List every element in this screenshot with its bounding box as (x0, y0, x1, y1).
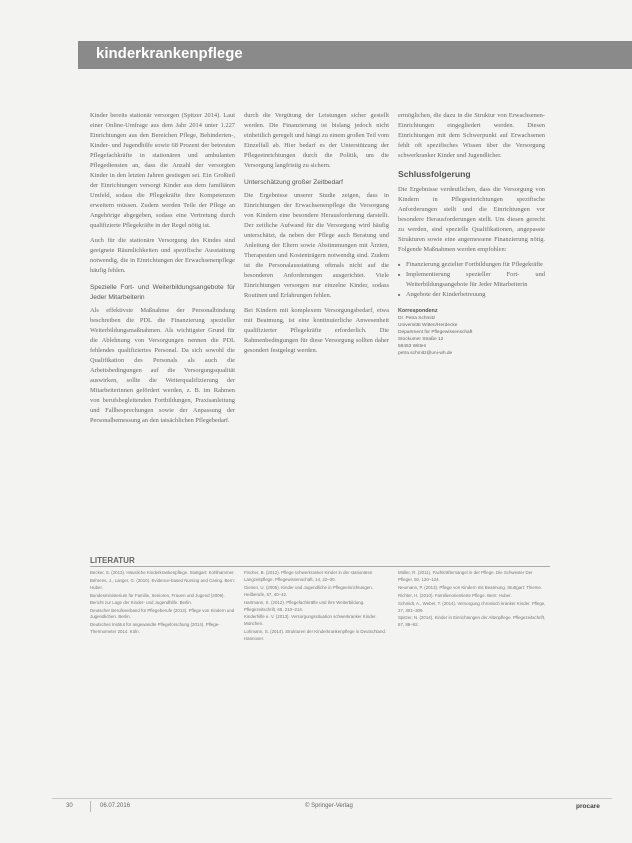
reference-entry: Neumann, P. (2013). Pflege von Kindern mit Beatmung. Stuttgart: Thieme. (398, 584, 543, 590)
contact-line: Dr. Petra Schmitz (398, 316, 436, 321)
paragraph: Die Ergebnisse unserer Studie zeigen, dass in Einrichtungen der Erwachsenenpflege die Versorgung von Kindern eine besondere Herausforderung darstellt. Der zeitliche Aufwand für die Versorgung wird häufig unterschätzt, da neben der Pflege auch Beratung und Anleitung der Eltern sowie Abstimmungen mit Ärzten, Therapeuten und Kostenträgern notwendig sind. Zudem ist die Personalausstattung oftmals nicht auf die besonderen Anforderungen ausgerichtet. Viele Einrichtungen versorgen nur einzelne Kinder, sodass Routinen und Erfahrungen fehlen. (244, 192, 389, 299)
paragraph: Kinder bereits stationär versorgen (Spitzer 2014). Laut einer Online-Umfrage aus dem Jahr 2014 unter 1.227 Einrichtungen aus den Bereichen Pflege, Behinderten-, Kinder- und Jugendhilfe sowie 68 Prozent der betreuten Pflegefachkräfte in stationären und ambulanten Pflegediensten an, dass die Anzahl der versorgten Kinder in den letzten Jahren gestiegen sei. Ein Großteil der Einrichtungen versorgt Kinder aus dem familiären Umfeld, sodass die Pflegekräfte ihre Kompetenzen erweitern müssen. Zudem werden Teile der Pflege an Angehörige abgegeben, sodass eine Vertretung durch qualifizierte Pflegekräfte in der Regel nötig ist. (90, 112, 235, 229)
reference-entry: Richter, H. (2010). Familienorientierte Pflege. Bern: Huber. (398, 592, 512, 598)
subheading: Unterschätzung großer Zeitbedarf (244, 179, 343, 186)
reference-entry: Bundesministerium für Familie, Senioren, Frauen und Jugend (2009). Bericht zur Lage der Kinder- und Jugendhilfe. Berlin. (90, 592, 225, 605)
reference-entry: Fischer, B. (2012). Pflege schwerkranker Kinder in der stationären Langzeitpflege. Pflegewissenschaft, 14, 22–30. (244, 570, 373, 582)
journal-brand: procare (576, 803, 600, 810)
bullet-item: ■ Finanzierung gezielter Fortbildungen für Pflegekräfte (406, 260, 545, 270)
text-column-1 (90, 111, 235, 431)
paragraph: durch die Vergütung der Leistungen sicher gestellt werden. Die Finanzierung ist bislang jedoch nicht einheitlich geregelt und hängt zu einem großen Teil vom Einzelfall ab. Hier bedarf es der Unterstützung der Pflegeeinrichtungen durch die Politik, um die Versorgung langfristig zu sichern. (244, 112, 389, 169)
contact-box (398, 308, 545, 357)
contact-line: Universität Witten/Herdecke (398, 323, 458, 328)
contact-line: Department für Pflegewissenschaft (398, 330, 473, 335)
paragraph: Die Ergebnisse verdeutlichen, dass die Versorgung von Kindern in Pflegeeinrichtungen spezifische Anforderungen stellt und die Einrichtungen vor besondere Herausforderungen stellt. Um diesen gerecht zu werden, sind spezielle Qualifikationen, angepasste Strukturen sowie eine angemessene Finanzierung nötig. Folgende Maßnahmen werden empfohlen: (398, 186, 545, 253)
subheading: Spezielle Fort- und Weiterbildungsangebote für Jeder Mitarbeiterin (90, 284, 235, 301)
contact-title: Korrespondenz (398, 308, 438, 314)
contact-line: petra.schmitz@uni-wh.de (398, 351, 453, 356)
page-footer (52, 798, 612, 813)
reference-entry: Becker, S. (2013). Häusliche Kinderkrankenpflege. Stuttgart: Kohlhammer. (90, 570, 235, 575)
reference-entry: Hartmann, K. (2012). Pflegefachkräfte und ihre Weiterbildung. Pflegezeitschrift, 65, 210–214. (244, 599, 365, 612)
section-heading: Schlussfolgerung (398, 169, 471, 179)
publisher: © Springer-Verlag (305, 803, 353, 809)
section-banner (78, 41, 632, 69)
literature-column-2 (244, 570, 390, 644)
paragraph: Auch für die stationäre Versorgung des Kindes sind geeignete Räumlichkeiten und spezifische Ausstattung notwendig, die in Einrichtungen der Erwachsenenpflege häufig fehlen. (90, 237, 235, 274)
paragraph: Als effektivste Maßnahme der Personalbindung beschreiben die PDL die Finanzierung spezieller Weiterbildungsmaßnahmen. Als wichtigster Grund für die Ablehnung von Versorgungen nennen die PDL fehlendes qualifiziertes Personal. Da sich sowohl die Qualifikation des Personals als auch die Arbeitsbedingungen auf die Versorgungsqualität auswirken, sollte die Weiterqualifizierung der Mitarbeiterinnen gefördert werden, z. B. im Rahmen von berufsbegleitenden Fortbildungen, Praxisanleitung und Fallbesprechungen sowie der Anpassung der Personalbemessung an den tatsächlichen Pflegebedarf. (90, 307, 235, 424)
reference-entry: Kinderhilfe e. V. (2013). Versorgungssituation schwerkranker Kinder. München. (244, 614, 377, 627)
literature-heading: LITERATUR (90, 556, 550, 567)
page-number: 30 (66, 803, 73, 809)
paragraph: ermöglichen, die dazu in die Struktur von Erwachsenen-Einrichtungen eingegliedert werden. Diesen Einrichtungen mit dem Schwerpunkt auf Erwachsenen fehlt oft spezifisches Wissen über die Versorgung schwerkranker Kinder und Jugendlicher. (398, 112, 545, 159)
issue-date: 06.07.2016 (100, 803, 131, 809)
text-column-2 (244, 111, 389, 361)
contact-line: 58453 Witten (398, 344, 427, 349)
section-title: kinderkrankenpflege (96, 45, 243, 62)
reference-entry: Giesen, U. (2005). Kinder und Jugendliche in Pflegeeinrichtungen. Heilberufe, 57, 40–42. (244, 584, 373, 597)
reference-entry: Deutscher Berufsverband für Pflegeberufe (2013). Pflege von Kindern und Jugendlichen. Berlin. (90, 607, 235, 620)
reference-entry: Müller, R. (2011). Fachkräftemangel in der Pflege. Die Schwester Der Pfleger, 50, 120–124. (398, 570, 533, 582)
reference-entry: Behrens, J., Langer, G. (2010). Evidence-based Nursing and Caring. Bern: Huber. (90, 577, 235, 590)
contact-line: Stockumer Straße 12 (398, 337, 444, 342)
paragraph: Bei Kindern mit komplexem Versorgungsbedarf, etwa mit Beatmung, ist eine kontinuierliche Anwesenheit qualifizierter Pflegekräfte erforderlich. Die Rahmenbedingungen für diese Versorgung sollten daher gesondert festgelegt werden. (244, 307, 389, 354)
bullet-item: ■ Implementierung spezieller Fort- und Weiterbildungsangebote für Jeder Mitarbeiterin (406, 270, 545, 290)
literature-column-3 (398, 570, 546, 630)
footer-divider (90, 801, 91, 812)
bullet-item: ■ Angebote der Kinderbetreuung (406, 290, 545, 300)
bullet-list (398, 260, 545, 300)
literature-column-1 (90, 570, 238, 637)
text-column-3 (398, 111, 545, 357)
reference-entry: Spitzer, N. (2014). Kinder in Einrichtungen der Altenpflege. Pflegezeitschrift, 67, 88–92. (398, 615, 546, 628)
reference-entry: Schmidt, A., Weber, T. (2014). Versorgung chronisch kranker Kinder. Pflege, 27, 301–309. (398, 600, 546, 613)
reference-entry: Lohmann, S. (2014). Strukturen der Kinderkrankenpflege in Deutschland. Hannover. (244, 629, 387, 642)
reference-entry: Deutsches Institut für angewandte Pflegeforschung (2014). Pflege-Thermometer 2014. Köln. (90, 622, 220, 635)
